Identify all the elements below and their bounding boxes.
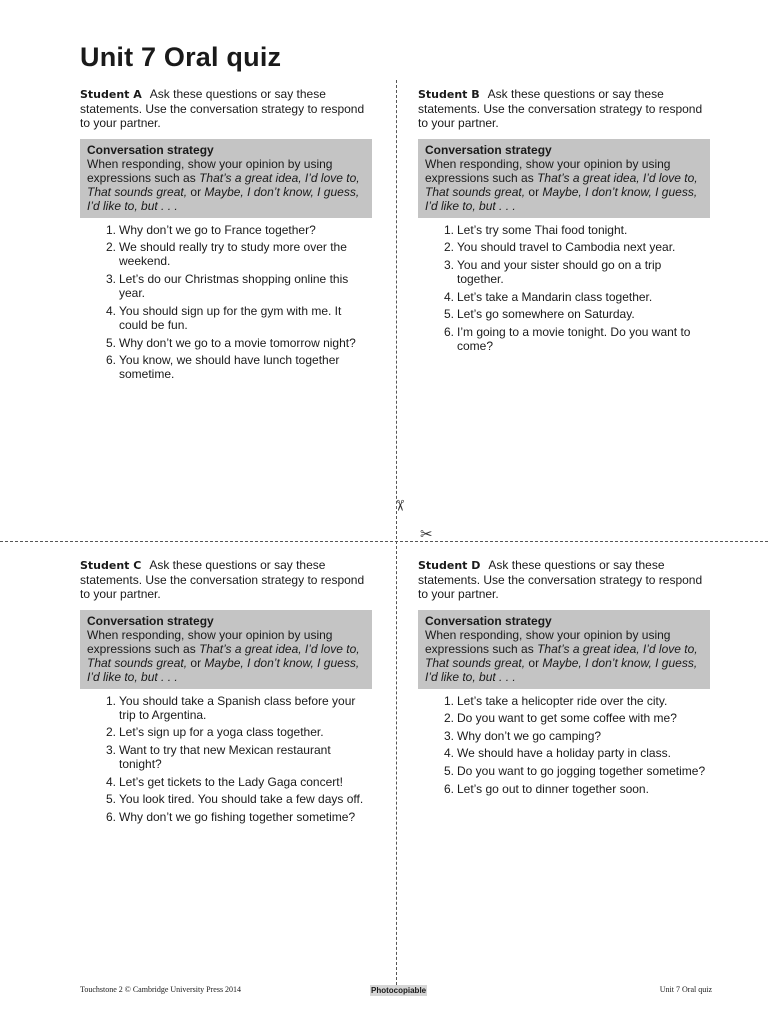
list-item: 2. You should travel to Cambodia next year. <box>444 240 676 255</box>
footer-copyright: Touchstone 2 © Cambridge University Press 2014 <box>80 985 242 994</box>
list-item: 4. Let’s get tickets to the Lady Gaga concert! <box>106 774 343 789</box>
strategy-expression: Maybe, I don’t know, I guess, I’d like to, but . . . <box>87 656 360 685</box>
strategy-expression: That’s a great idea, I’d love to, <box>537 642 698 657</box>
strategy-expression: That’s a great idea, I’d love to, <box>537 171 698 186</box>
item-text: Let’s take a Mandarin class together. <box>457 289 653 304</box>
scissors-icon: ✂ <box>390 499 409 512</box>
list-item: 2. Let’s sign up for a yoga class together. <box>106 725 324 740</box>
student-intro <box>80 87 372 131</box>
list-item: 6. Let’s go out to dinner together soon. <box>444 781 649 796</box>
list-item: 4. You should sign up for the gym with me. It could be fun. <box>106 303 342 333</box>
student-c-card <box>80 558 372 828</box>
conversation-strategy-box <box>80 139 372 218</box>
student-label: Student C <box>80 559 142 572</box>
list-item: 5. Do you want to go jogging together sometime? <box>444 764 706 778</box>
strategy-expression: That sounds great, <box>87 656 188 671</box>
list-item: 6. I’m going to a movie tonight. Do you want to come? <box>444 324 691 353</box>
item-text: You and your sister should go on a trip together. <box>457 257 662 287</box>
student-a-card <box>80 87 372 385</box>
conversation-strategy-box <box>418 610 710 689</box>
list-item: 1. You should take a Spanish class before your trip to Argentina. <box>106 693 356 722</box>
item-text: Why don’t we go fishing together sometime? <box>119 810 356 824</box>
strategy-expression: Maybe, I don’t know, I guess, I’d like to, but . . . <box>425 185 698 214</box>
list-item: 6. You know, we should have lunch together sometime. <box>106 353 340 382</box>
student-label: Student B <box>418 88 480 101</box>
strategy-title: Conversation strategy <box>87 613 214 628</box>
scissors-icon: ✂ <box>420 525 433 543</box>
list-item: 3. You and your sister should go on a trip together. <box>444 257 662 287</box>
strategy-text <box>425 628 703 685</box>
item-text: We should really try to study more over the weekend. <box>119 240 347 269</box>
prompt-list <box>418 223 710 354</box>
page-title: Unit 7 Oral quiz <box>80 42 282 72</box>
strategy-title: Conversation strategy <box>425 142 552 157</box>
strategy-lead: When responding, show your opinion by using expressions such as <box>87 156 333 186</box>
list-item: 5. You look tired. You should take a few days off. <box>106 792 364 807</box>
student-b-card <box>418 87 710 357</box>
student-intro <box>80 558 372 602</box>
horizontal-cut-line <box>0 541 768 542</box>
strategy-expression: Maybe, I don’t know, I guess, I’d like to, but . . . <box>425 656 698 685</box>
student-label: Student D <box>418 559 481 572</box>
instruction-text: Ask these questions or say these statements. Use the conversation strategy to respond to your partner. <box>418 87 703 131</box>
item-text: Let’s sign up for a yoga class together. <box>119 725 324 740</box>
list-item: 4. Let’s take a Mandarin class together. <box>444 289 653 304</box>
item-text: Let’s take a helicopter ride over the city. <box>457 693 668 708</box>
strategy-title: Conversation strategy <box>87 142 214 157</box>
strategy-expression: That sounds great, <box>425 656 526 671</box>
prompt-list <box>80 694 372 825</box>
vertical-cut-line <box>396 80 397 990</box>
list-item: 5. Let’s go somewhere on Saturday. <box>444 307 635 322</box>
item-text: Let’s go somewhere on Saturday. <box>457 307 635 322</box>
strategy-expression: That sounds great, <box>87 185 188 200</box>
item-text: Want to try that new Mexican restaurant tonight? <box>119 743 331 772</box>
list-item: 3. Want to try that new Mexican restaurant tonight? <box>106 743 331 772</box>
conversation-strategy-box <box>418 139 710 218</box>
conversation-strategy-box <box>80 610 372 689</box>
strategy-lead: When responding, show your opinion by using expressions such as <box>425 627 671 657</box>
student-intro <box>418 87 710 131</box>
strategy-expression: That’s a great idea, I’d love to, <box>199 171 360 186</box>
strategy-title: Conversation strategy <box>425 613 552 628</box>
footer-photocopiable: Photocopiable <box>371 986 427 995</box>
list-item: 3. Let’s do our Christmas shopping online this year. <box>106 272 349 301</box>
item-text: Let’s try some Thai food tonight. <box>457 222 628 237</box>
list-item: 5. Why don’t we go to a movie tomorrow night? <box>106 335 356 350</box>
instruction-text: Ask these questions or say these statements. Use the conversation strategy to respond to your partner. <box>80 87 365 131</box>
item-text: We should have a holiday party in class. <box>457 746 671 761</box>
strategy-expression: Maybe, I don’t know, I guess, I’d like to, but . . . <box>87 185 360 214</box>
list-item: 2. Do you want to get some coffee with me? <box>444 711 677 726</box>
item-text: Why don’t we go to a movie tomorrow night? <box>119 335 356 350</box>
item-text: Do you want to get some coffee with me? <box>457 711 677 726</box>
item-text: You should sign up for the gym with me. It could be fun. <box>119 303 342 333</box>
strategy-expression: That’s a great idea, I’d love to, <box>199 642 360 657</box>
strategy-or: or <box>187 185 205 200</box>
list-item: 4. We should have a holiday party in class. <box>444 746 671 761</box>
list-item: 1. Let’s take a helicopter ride over the city. <box>444 693 668 708</box>
item-text: You look tired. You should take a few days off. <box>119 792 364 807</box>
student-label: Student A <box>80 88 142 101</box>
item-text: Why don’t we go camping? <box>457 728 602 743</box>
list-item: 1. Why don’t we go to France together? <box>106 222 316 237</box>
student-intro <box>418 558 710 602</box>
prompt-list <box>418 694 710 796</box>
item-text: You should take a Spanish class before your trip to Argentina. <box>119 693 356 722</box>
strategy-text <box>87 157 365 214</box>
list-item: 1. Let’s try some Thai food tonight. <box>444 222 628 237</box>
strategy-or: or <box>525 656 543 671</box>
prompt-list <box>80 223 372 382</box>
item-text: Let’s go out to dinner together soon. <box>457 781 649 796</box>
item-text: Why don’t we go to France together? <box>119 222 316 237</box>
list-item: 6. Why don’t we go fishing together sometime? <box>106 810 356 824</box>
item-text: I’m going to a movie tonight. Do you want to come? <box>457 324 691 353</box>
strategy-lead: When responding, show your opinion by using expressions such as <box>87 627 333 657</box>
strategy-or: or <box>525 185 543 200</box>
item-text: Do you want to go jogging together sometime? <box>457 764 706 778</box>
item-text: Let’s do our Christmas shopping online this year. <box>119 272 349 301</box>
item-text: You should travel to Cambodia next year. <box>457 240 676 255</box>
list-item: 2. We should really try to study more over the weekend. <box>106 240 347 269</box>
strategy-or: or <box>187 656 205 671</box>
strategy-lead: When responding, show your opinion by using expressions such as <box>425 156 671 186</box>
student-d-card <box>418 558 710 799</box>
strategy-text <box>425 157 703 214</box>
instruction-text: Ask these questions or say these statements. Use the conversation strategy to respond to your partner. <box>80 558 365 602</box>
instruction-text: Ask these questions or say these statements. Use the conversation strategy to respond to your partner. <box>418 558 703 602</box>
item-text: Let’s get tickets to the Lady Gaga concert! <box>119 774 343 789</box>
strategy-text <box>87 628 365 685</box>
list-item: 3. Why don’t we go camping? <box>444 728 602 743</box>
footer-unit-label: Unit 7 Oral quiz <box>659 985 712 994</box>
strategy-expression: That sounds great, <box>425 185 526 200</box>
item-text: You know, we should have lunch together sometime. <box>119 353 340 382</box>
